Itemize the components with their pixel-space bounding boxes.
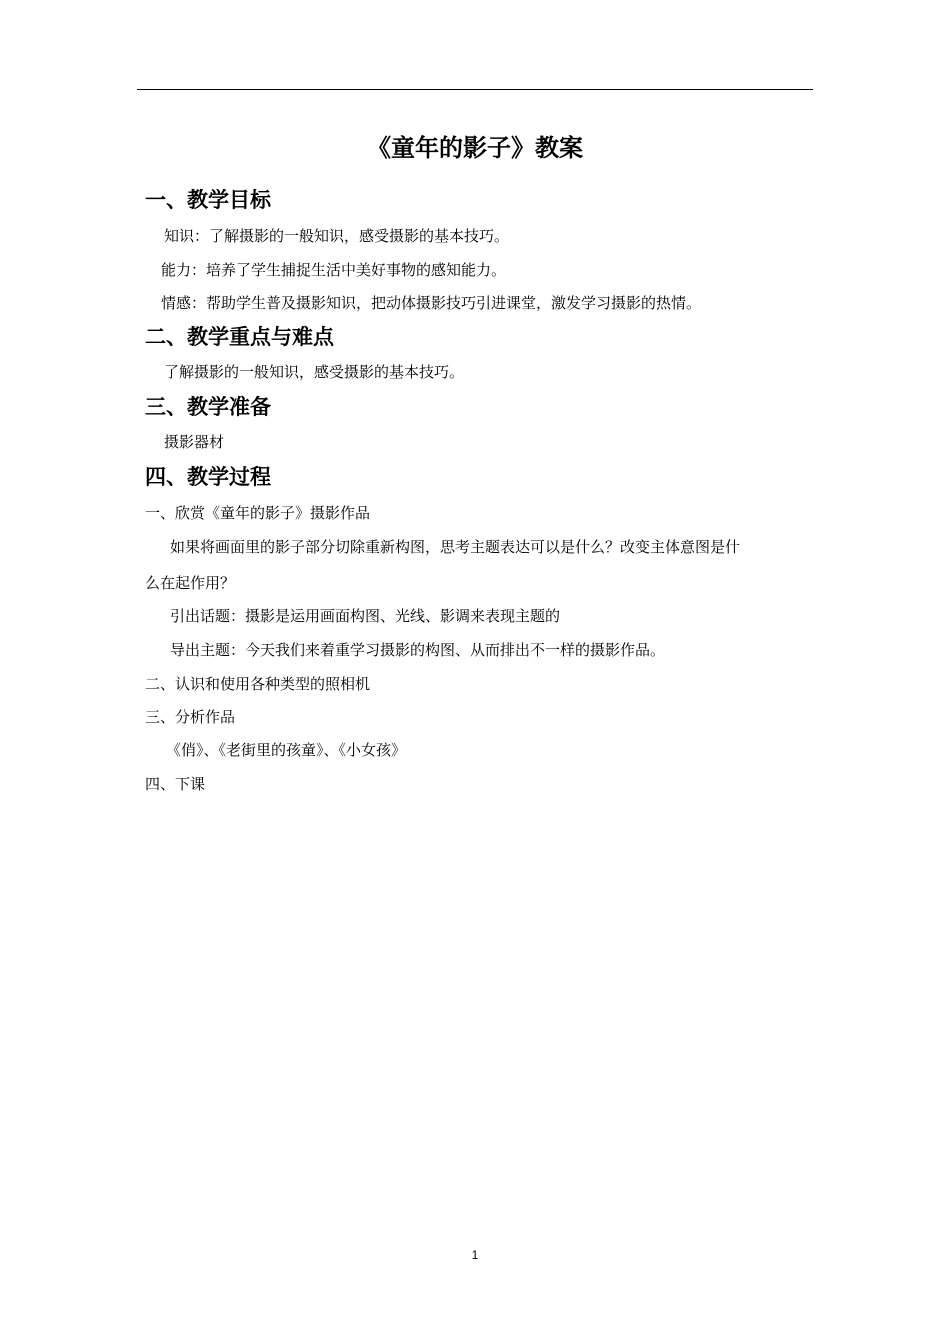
section-heading-process: 四、教学过程	[145, 465, 271, 489]
goal-knowledge: 知识：了解摄影的一般知识，感受摄影的基本技巧。	[164, 227, 510, 245]
process-step-1-question-line-2: 么在起作用？	[145, 574, 236, 592]
document-title: 《童年的影子》教案	[367, 134, 583, 162]
section-heading-preparation: 三、教学准备	[145, 395, 271, 419]
section-heading-goals: 一、教学目标	[145, 188, 271, 212]
page-number: 1	[471, 1248, 479, 1262]
preparation-text: 摄影器材	[164, 433, 225, 451]
process-step-1: 一、欣赏《童年的影子》摄影作品	[145, 504, 371, 522]
process-step-2: 二、认识和使用各种类型的照相机	[145, 675, 371, 693]
goal-ability: 能力：培养了学生捕捉生活中美好事物的感知能力。	[161, 261, 507, 279]
goal-emotion: 情感：帮助学生普及摄影知识，把动体摄影技巧引进课堂，激发学习摄影的热情。	[161, 294, 702, 312]
header-rule	[137, 89, 813, 90]
process-step-1-question-line-1: 如果将画面里的影子部分切除重新构图，思考主题表达可以是什么？改变主体意图是什	[170, 538, 741, 556]
process-step-1-topic: 导出主题：今天我们来着重学习摄影的构图、从而排出不一样的摄影作品。	[170, 641, 666, 659]
process-step-1-intro: 引出话题：摄影是运用画面构图、光线、影调来表现主题的	[170, 607, 561, 625]
key-points-text: 了解摄影的一般知识，感受摄影的基本技巧。	[164, 363, 465, 381]
process-step-4: 四、下课	[145, 775, 206, 793]
process-step-3: 三、分析作品	[145, 708, 236, 726]
process-step-3-works: 《俏》、《老街里的孩童》、《小女孩》	[166, 741, 407, 759]
section-heading-key-points: 二、教学重点与难点	[145, 325, 334, 349]
